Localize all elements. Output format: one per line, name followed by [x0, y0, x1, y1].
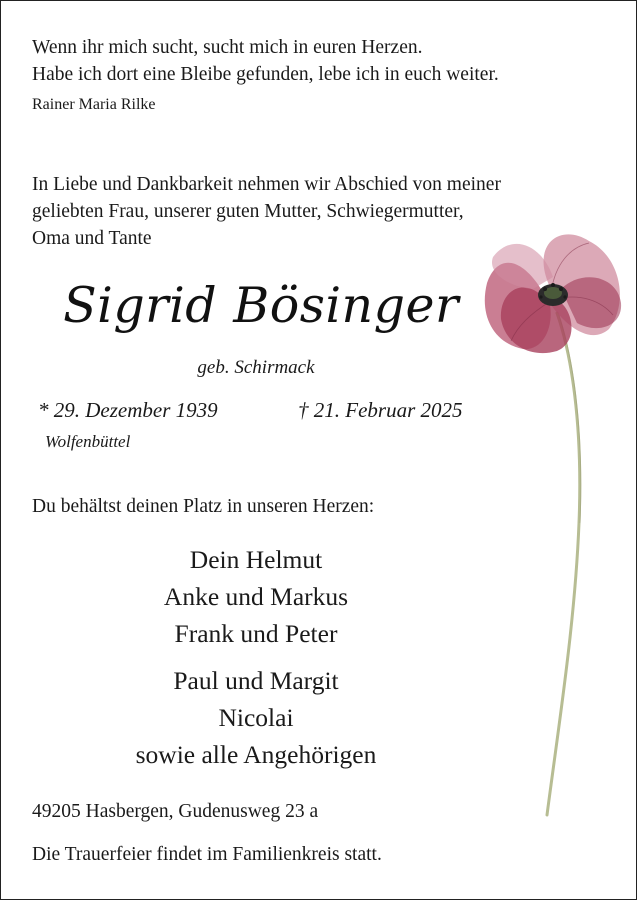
family-member: Nicolai	[218, 703, 294, 732]
family-member: Frank und Peter	[174, 619, 338, 648]
family-member: Anke und Markus	[163, 582, 349, 611]
heart-place-text: Du behältst deinen Platz in unseren Herzen:	[32, 496, 375, 517]
quote-text	[32, 34, 499, 88]
intro-line-2: geliebten Frau, unserer guten Mutter, Schwiegermutter,	[32, 201, 464, 222]
quote-author: Rainer Maria Rilke	[32, 96, 156, 113]
poppy-flower-icon	[471, 223, 631, 823]
deceased-name: Sigrid Bösinger	[63, 277, 459, 334]
birth-date: * 29. Dezember 1939	[38, 398, 218, 422]
quote-line-2: Habe ich dort eine Bleibe gefunden, lebe ich in euch weiter.	[32, 64, 499, 85]
family-group-1	[1, 541, 511, 652]
intro-text	[32, 171, 501, 252]
funeral-note: Die Trauerfeier findet im Familienkreis statt.	[32, 844, 382, 865]
birth-place: Wolfenbüttel	[45, 432, 131, 451]
quote-line-1: Wenn ihr mich sucht, sucht mich in euren Herzen.	[32, 37, 423, 58]
family-group-2	[1, 662, 511, 773]
intro-line-3: Oma und Tante	[32, 228, 152, 249]
death-date: † 21. Februar 2025	[298, 398, 463, 422]
intro-line-1: In Liebe und Dankbarkeit nehmen wir Abschied von meiner	[32, 174, 501, 195]
maiden-name: geb. Schirmack	[197, 357, 315, 378]
family-member: Dein Helmut	[189, 545, 323, 574]
family-member: Paul und Margit	[173, 666, 339, 695]
address: 49205 Hasbergen, Gudenusweg 23 a	[32, 801, 319, 822]
family-member: sowie alle Angehörigen	[135, 740, 377, 769]
